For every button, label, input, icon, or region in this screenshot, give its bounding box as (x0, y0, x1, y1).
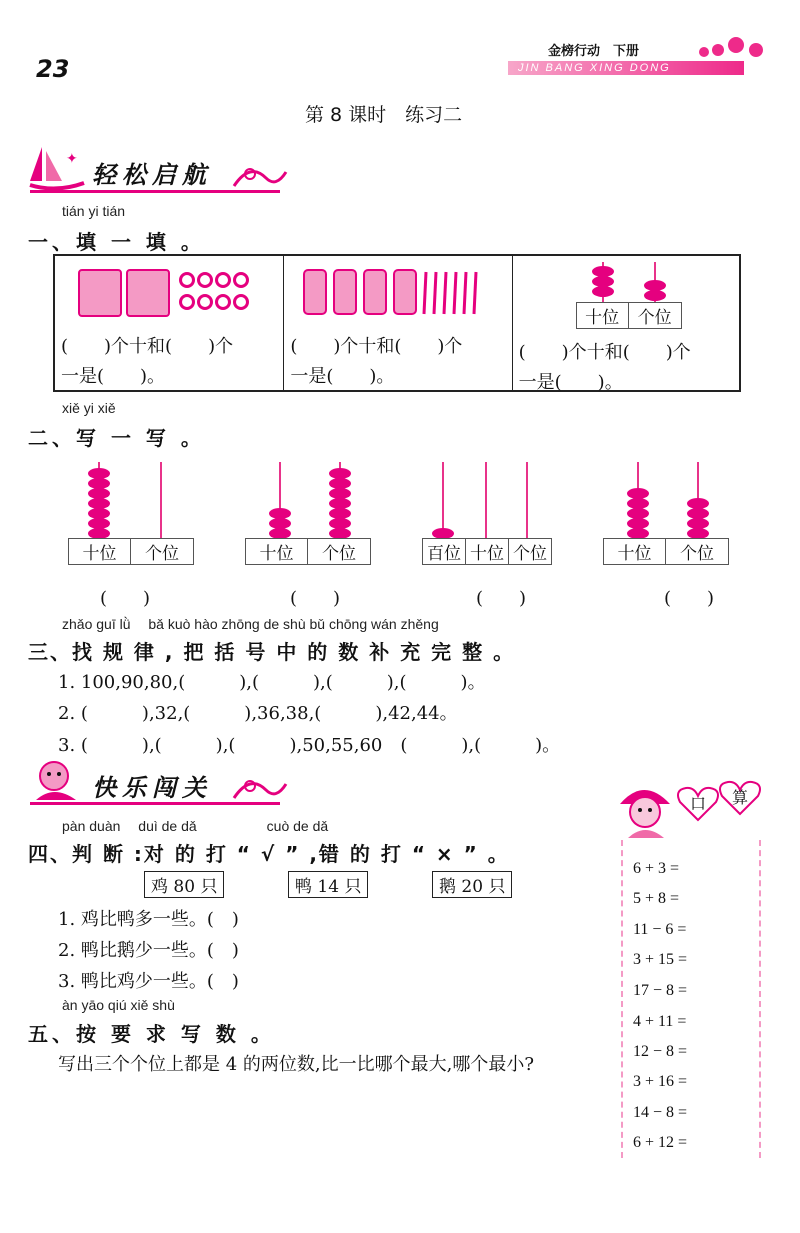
s5-pinyin: àn yāo qiú xiě shù (62, 997, 175, 1013)
brand-subtitle: JIN BANG XING DONG (508, 61, 744, 75)
hundreds-label: 百位 (423, 539, 466, 564)
oral-item: 12 − 8 = (633, 1043, 688, 1060)
oral-item: 11 − 6 = (633, 921, 687, 938)
s5-heading: 五、按 要 求 写 数 。 (28, 1022, 275, 1046)
tens-label: 十位 (69, 539, 131, 564)
tens-label: 十位 (604, 539, 666, 564)
ones-label: 个位 (637, 308, 672, 328)
answer-blank-1[interactable]: ( ) (100, 588, 151, 609)
oral-title-b: 算 (732, 788, 749, 807)
ones-label: 个位 (513, 544, 547, 564)
fill-cell-2 (283, 256, 511, 390)
place-value-labels (245, 538, 371, 565)
stick-bundles-icon (302, 266, 492, 322)
s3-heading: 三、找 规 律 , 把 括 号 中 的 数 补 充 完 整 。 (28, 640, 516, 664)
banner-kuaile: 快乐闯关 (92, 774, 212, 802)
lesson-title: 第 8 课时 练习二 (305, 104, 463, 126)
egg-trays-icon (77, 266, 257, 322)
place-value-labels (422, 538, 552, 565)
page-number: 23 (36, 55, 70, 83)
oral-item: 5 + 8 = (633, 890, 680, 907)
abacus-3 (422, 462, 550, 566)
oral-item: 3 + 15 = (633, 951, 688, 968)
fill-cell-1 (55, 256, 283, 390)
abacus-rod (485, 462, 487, 538)
s3-pinyin: zhǎo guī lǜ bǎ kuò hào zhōng de shù bǔ chōng wán zhěng (62, 616, 439, 632)
banner-underline (30, 190, 280, 193)
fill-line1: ( )个十和( )个 (290, 336, 463, 357)
abacus-1 (68, 462, 192, 566)
abacus-bead (592, 286, 614, 297)
oral-item: 6 + 3 = (633, 860, 680, 877)
banner-qingsong: 轻松启航 (92, 161, 212, 189)
abacus-rod (160, 462, 162, 538)
answer-blank-2[interactable]: ( ) (290, 588, 341, 609)
goose-count-box: 鹅 20 只 (432, 871, 512, 898)
oral-item: 14 − 8 = (633, 1104, 688, 1121)
oral-title-a: 口 (690, 794, 707, 813)
banner-underline (30, 802, 280, 805)
s4-pinyin: pàn duàn duì de dǎ cuò de dǎ (62, 818, 329, 834)
s5-question: 写出三个个位上都是 4 的两位数,比一比哪个最大,哪个最小? (58, 1054, 534, 1075)
fill-line1: ( )个十和( )个 (518, 342, 691, 363)
answer-blank-3[interactable]: ( ) (476, 588, 527, 609)
fill-line2: 一是( )。 (61, 366, 166, 387)
oral-item: 3 + 16 = (633, 1073, 688, 1090)
abacus-2 (245, 462, 369, 566)
oral-header-girl-icon (614, 778, 676, 844)
tens-label: 十位 (466, 539, 509, 564)
judge-item-1: 1. 鸡比鸭多一些。( ) (58, 909, 239, 930)
oral-item: 17 − 8 = (633, 982, 688, 999)
s2-pinyin: xiě yi xiě (62, 400, 116, 416)
place-value-labels (576, 302, 682, 329)
duck-count-box: 鸭 14 只 (288, 871, 368, 898)
pattern-line-3: 3. ( ),( ),( ),50,55,60 ( ),( )。 (58, 735, 561, 756)
s1-pinyin: tián yi tián (62, 203, 126, 219)
ones-label: 个位 (322, 544, 356, 564)
place-value-labels (68, 538, 194, 565)
oral-panel (621, 840, 761, 1158)
oral-item: 6 + 12 = (633, 1134, 688, 1151)
place-value-labels (603, 538, 729, 565)
tens-label: 十位 (577, 303, 629, 328)
answer-blank-4[interactable]: ( ) (664, 588, 715, 609)
fill-line2: 一是( )。 (290, 366, 395, 387)
abacus-bead (644, 290, 666, 301)
pattern-line-1: 1. 100,90,80,( ),( ),( ),( )。 (58, 672, 486, 693)
fill-line1: ( )个十和( )个 (61, 336, 234, 357)
ones-label: 个位 (145, 544, 179, 564)
brand-title: 金榜行动 下册 (548, 44, 640, 59)
abacus-4 (603, 462, 727, 566)
fill-line2: 一是( )。 (518, 372, 623, 393)
abacus-rod (526, 462, 528, 538)
tens-label: 十位 (246, 539, 308, 564)
judge-item-3: 3. 鸭比鸡少一些。( ) (58, 971, 239, 992)
s1-heading: 一、填 一 填 。 (28, 230, 205, 254)
abacus-rod (442, 462, 444, 538)
pattern-line-2: 2. ( ),32,( ),36,38,( ),42,44。 (58, 703, 458, 724)
judge-item-2: 2. 鸭比鹅少一些。( ) (58, 940, 239, 961)
fill-cell-3 (512, 256, 739, 393)
oral-item: 4 + 11 = (633, 1013, 687, 1030)
s4-heading: 四、判 断 :对 的 打 “ √ ” ,错 的 打 “ × ” 。 (28, 842, 510, 866)
chicken-count-box: 鸡 80 只 (144, 871, 224, 898)
fill-table (53, 254, 741, 392)
s2-heading: 二、写 一 写 。 (28, 426, 205, 450)
ones-label: 个位 (680, 544, 714, 564)
svg-text:✦: ✦ (66, 151, 78, 167)
